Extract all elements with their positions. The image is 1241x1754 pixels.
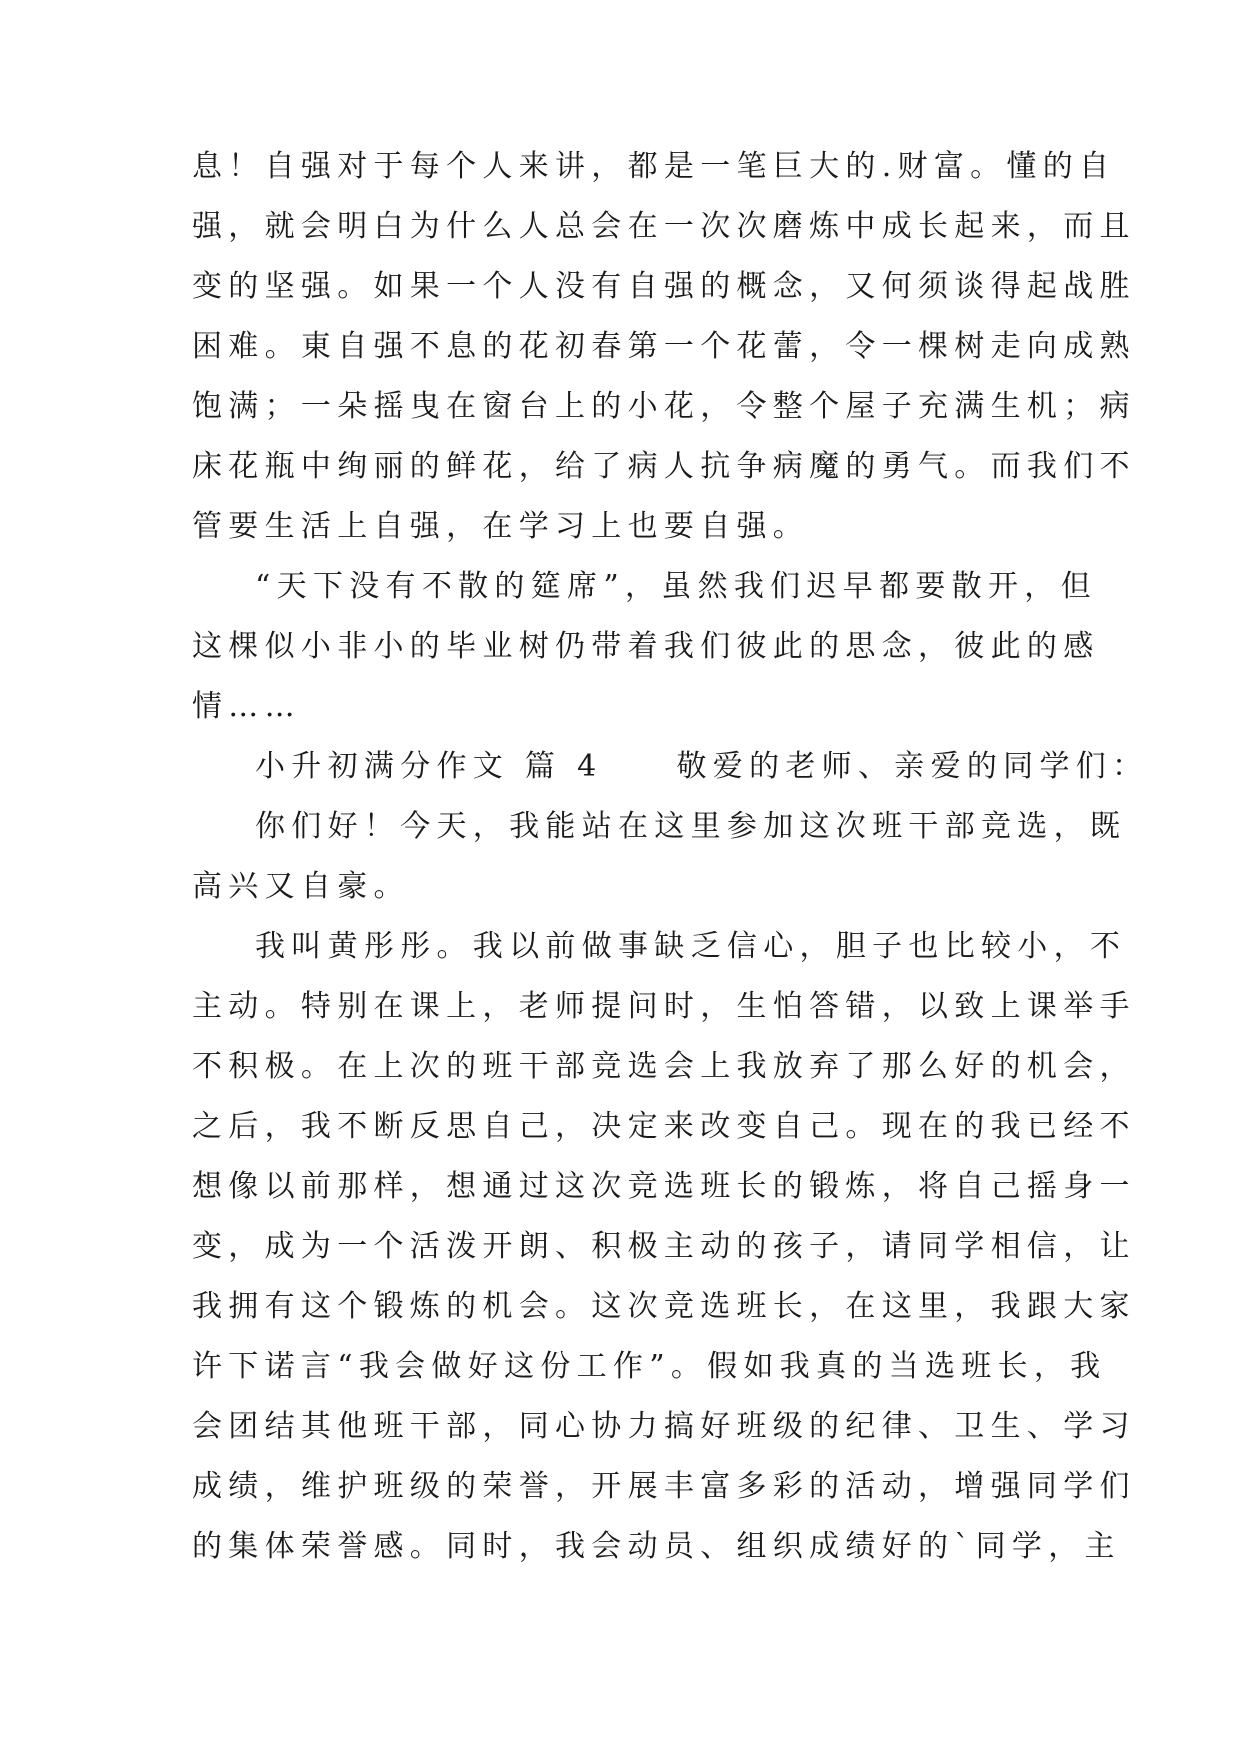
text-line: 成绩，维护班级的荣誉，开展丰富多彩的活动，增强同学们	[192, 1469, 1136, 1504]
text-line: 情……	[192, 689, 301, 724]
text-line: 困难。東自强不息的花初春第一个花蕾，令一棵树走向成熟	[192, 329, 1136, 364]
text-line: 许下诺言“我会做好这份工作”。假如我真的当选班长，我	[192, 1349, 1107, 1384]
text-line: 饱满；一朵摇曳在窗台上的小花，令整个屋子充满生机；病	[192, 389, 1136, 424]
section-heading: 小升初满分作文 篇 4	[255, 749, 603, 784]
text-line: 床花瓶中绚丽的鲜花，给了病人抗争病魔的勇气。而我们不	[192, 449, 1136, 484]
text-line: 管要生活上自强，在学习上也要自强。	[192, 509, 810, 544]
text-line: 之后，我不断反思自己，决定来改变自己。现在的我已经不	[192, 1109, 1136, 1144]
text-line: 会团结其他班干部，同心协力搞好班级的纪律、卫生、学习	[192, 1409, 1136, 1444]
text-line: 这棵似小非小的毕业树仍带着我们彼此的思念，彼此的感	[192, 629, 1100, 664]
text-line: 我叫黄彤彤。我以前做事缺乏信心，胆子也比较小，不	[255, 929, 1127, 964]
section-heading-line	[255, 737, 1148, 797]
text-line: 主动。特别在课上，老师提问时，生怕答错，以致上课举手	[192, 989, 1136, 1024]
text-line: 变，成为一个活泼开朗、积极主动的孩子，请同学相信，让	[192, 1229, 1136, 1264]
text-line: 变的坚强。如果一个人没有自强的概念，又何须谈得起战胜	[192, 269, 1136, 304]
text-line: 高兴又自豪。	[192, 869, 410, 904]
text-line: 息！自强对于每个人来讲，都是一笔巨大的.财富。懂的自	[192, 149, 1116, 184]
text-line: 我拥有这个锻炼的机会。这次竞选班长，在这里，我跟大家	[192, 1289, 1136, 1324]
salutation: 敬爱的老师、亲爱的同学们：	[676, 749, 1149, 784]
text-line: “天下没有不散的筵席”，虽然我们迟早都要散开，但	[255, 569, 1097, 604]
text-line: 你们好！今天，我能站在这里参加这次班干部竞选，既	[255, 809, 1127, 844]
text-line: 的集体荣誉感。同时，我会动员、组织成绩好的`同学，主	[192, 1529, 1121, 1564]
text-line: 想像以前那样，想通过这次竞选班长的锻炼，将自己摇身一	[192, 1169, 1136, 1204]
text-line: 强，就会明白为什么人总会在一次次磨炼中成长起来，而且	[192, 209, 1136, 244]
text-line: 不积极。在上次的班干部竞选会上我放弃了那么好的机会，	[192, 1049, 1136, 1084]
